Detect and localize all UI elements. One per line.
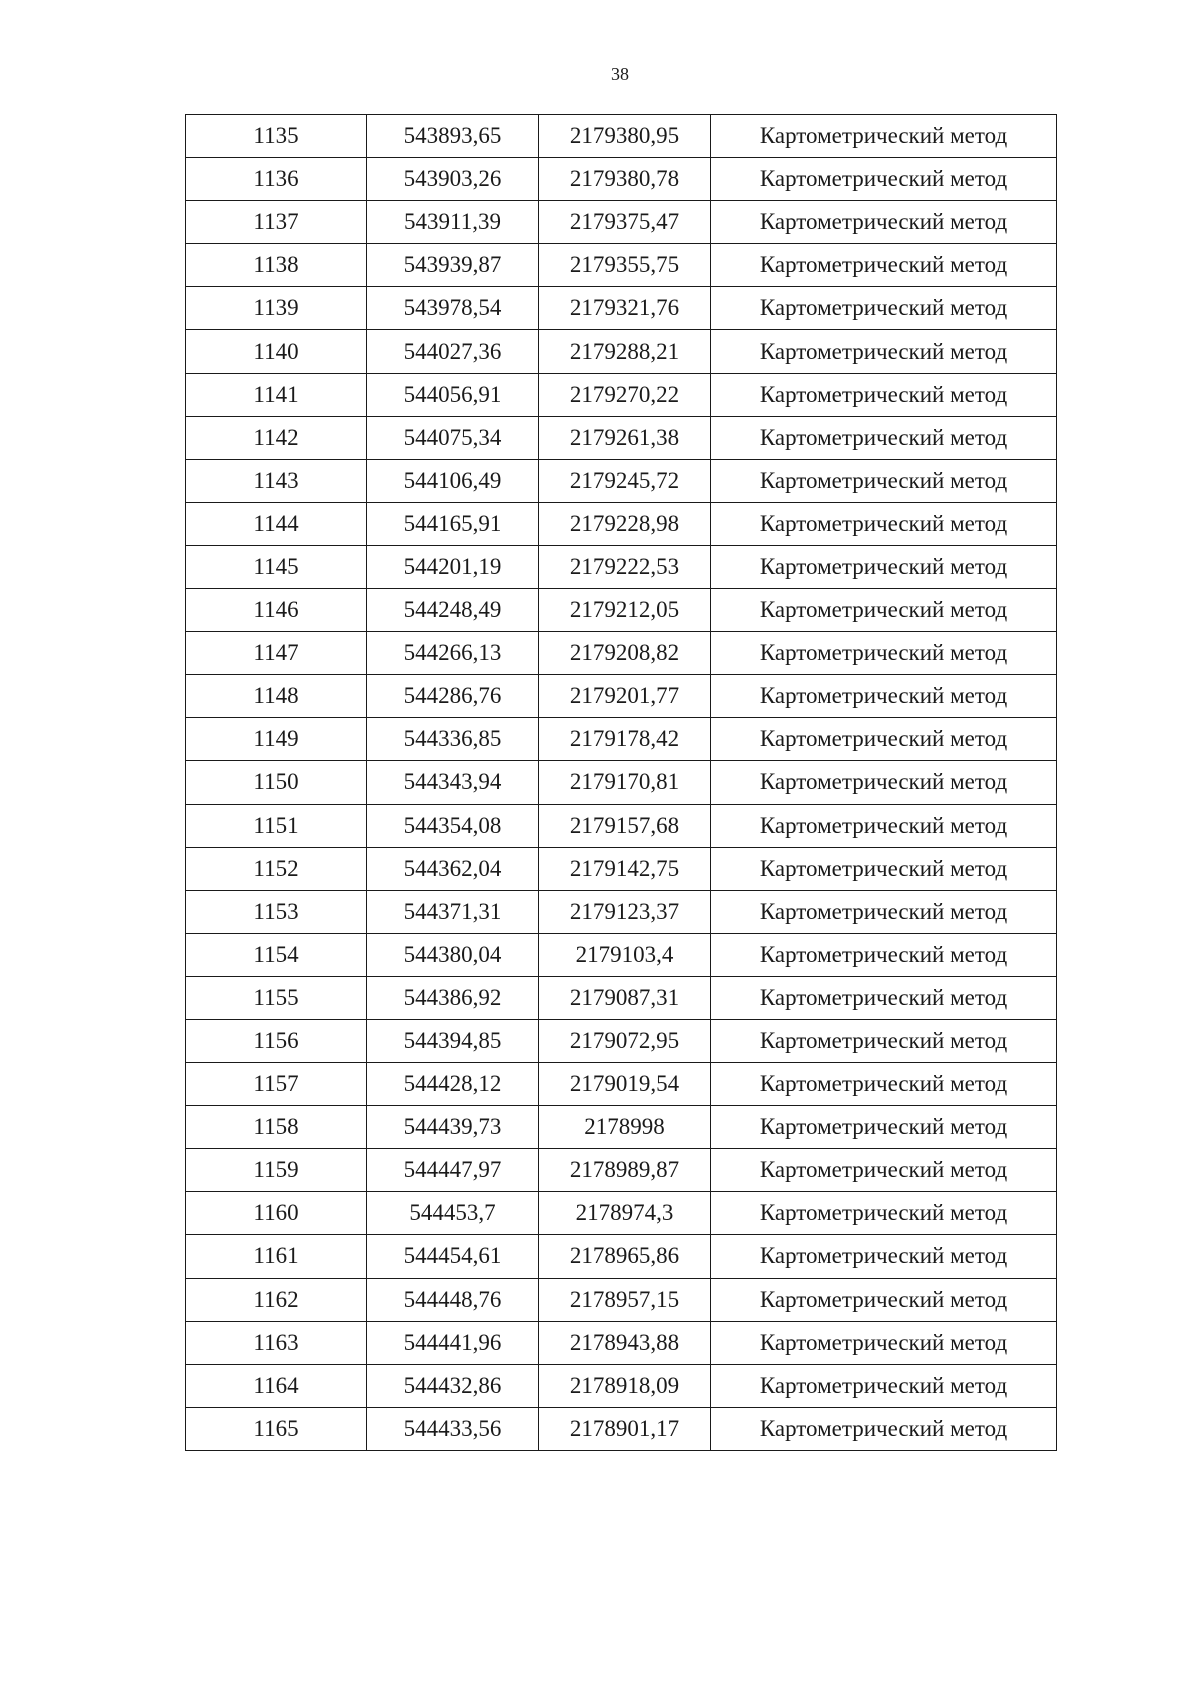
y-coordinate-cell: 2179288,21 (539, 330, 711, 373)
y-coordinate-cell: 2179321,76 (539, 287, 711, 330)
method-cell: Картометрический метод (711, 1235, 1057, 1278)
table-row (186, 675, 1057, 718)
point-number-cell: 1154 (186, 933, 367, 976)
table-row (186, 976, 1057, 1019)
table-row (186, 1278, 1057, 1321)
x-coordinate-cell: 544453,7 (367, 1192, 539, 1235)
table-row (186, 1364, 1057, 1407)
y-coordinate-cell: 2179261,38 (539, 416, 711, 459)
method-cell: Картометрический метод (711, 718, 1057, 761)
x-coordinate-cell: 544447,97 (367, 1149, 539, 1192)
method-cell: Картометрический метод (711, 675, 1057, 718)
y-coordinate-cell: 2178965,86 (539, 1235, 711, 1278)
table-row (186, 718, 1057, 761)
table-row (186, 632, 1057, 675)
table-row (186, 1149, 1057, 1192)
x-coordinate-cell: 544433,56 (367, 1407, 539, 1450)
x-coordinate-cell: 544432,86 (367, 1364, 539, 1407)
x-coordinate-cell: 543903,26 (367, 158, 539, 201)
point-number-cell: 1140 (186, 330, 367, 373)
x-coordinate-cell: 543978,54 (367, 287, 539, 330)
point-number-cell: 1142 (186, 416, 367, 459)
method-cell: Картометрический метод (711, 1063, 1057, 1106)
y-coordinate-cell: 2179170,81 (539, 761, 711, 804)
point-number-cell: 1145 (186, 545, 367, 588)
method-cell: Картометрический метод (711, 1106, 1057, 1149)
x-coordinate-cell: 544454,61 (367, 1235, 539, 1278)
x-coordinate-cell: 544343,94 (367, 761, 539, 804)
point-number-cell: 1162 (186, 1278, 367, 1321)
x-coordinate-cell: 543911,39 (367, 201, 539, 244)
point-number-cell: 1160 (186, 1192, 367, 1235)
table-row (186, 416, 1057, 459)
table-row (186, 330, 1057, 373)
x-coordinate-cell: 544362,04 (367, 847, 539, 890)
method-cell: Картометрический метод (711, 459, 1057, 502)
y-coordinate-cell: 2179201,77 (539, 675, 711, 718)
y-coordinate-cell: 2179123,37 (539, 890, 711, 933)
table-row (186, 847, 1057, 890)
table-row (186, 890, 1057, 933)
x-coordinate-cell: 544336,85 (367, 718, 539, 761)
point-number-cell: 1150 (186, 761, 367, 804)
method-cell: Картометрический метод (711, 847, 1057, 890)
y-coordinate-cell: 2179087,31 (539, 976, 711, 1019)
method-cell: Картометрический метод (711, 976, 1057, 1019)
coordinates-table-body (186, 115, 1057, 1451)
y-coordinate-cell: 2178901,17 (539, 1407, 711, 1450)
table-row (186, 459, 1057, 502)
point-number-cell: 1135 (186, 115, 367, 158)
y-coordinate-cell: 2179072,95 (539, 1019, 711, 1062)
y-coordinate-cell: 2178943,88 (539, 1321, 711, 1364)
table-row (186, 804, 1057, 847)
y-coordinate-cell: 2179019,54 (539, 1063, 711, 1106)
method-cell: Картометрический метод (711, 1192, 1057, 1235)
table-row (186, 244, 1057, 287)
y-coordinate-cell: 2179142,75 (539, 847, 711, 890)
method-cell: Картометрический метод (711, 1278, 1057, 1321)
method-cell: Картометрический метод (711, 115, 1057, 158)
point-number-cell: 1144 (186, 502, 367, 545)
point-number-cell: 1164 (186, 1364, 367, 1407)
table-row (186, 1321, 1057, 1364)
x-coordinate-cell: 544286,76 (367, 675, 539, 718)
method-cell: Картометрический метод (711, 373, 1057, 416)
x-coordinate-cell: 544448,76 (367, 1278, 539, 1321)
x-coordinate-cell: 544056,91 (367, 373, 539, 416)
method-cell: Картометрический метод (711, 804, 1057, 847)
y-coordinate-cell: 2179103,4 (539, 933, 711, 976)
point-number-cell: 1137 (186, 201, 367, 244)
x-coordinate-cell: 544106,49 (367, 459, 539, 502)
method-cell: Картометрический метод (711, 416, 1057, 459)
method-cell: Картометрический метод (711, 201, 1057, 244)
table-row (186, 502, 1057, 545)
method-cell: Картометрический метод (711, 244, 1057, 287)
table-row (186, 1019, 1057, 1062)
method-cell: Картометрический метод (711, 761, 1057, 804)
point-number-cell: 1157 (186, 1063, 367, 1106)
method-cell: Картометрический метод (711, 1407, 1057, 1450)
table-row (186, 115, 1057, 158)
y-coordinate-cell: 2179212,05 (539, 589, 711, 632)
y-coordinate-cell: 2179380,95 (539, 115, 711, 158)
point-number-cell: 1165 (186, 1407, 367, 1450)
point-number-cell: 1158 (186, 1106, 367, 1149)
x-coordinate-cell: 544441,96 (367, 1321, 539, 1364)
table-row (186, 373, 1057, 416)
point-number-cell: 1159 (186, 1149, 367, 1192)
method-cell: Картометрический метод (711, 890, 1057, 933)
table-row (186, 158, 1057, 201)
table-row (186, 761, 1057, 804)
x-coordinate-cell: 544371,31 (367, 890, 539, 933)
table-row (186, 1063, 1057, 1106)
method-cell: Картометрический метод (711, 933, 1057, 976)
method-cell: Картометрический метод (711, 589, 1057, 632)
table-row (186, 1106, 1057, 1149)
y-coordinate-cell: 2178957,15 (539, 1278, 711, 1321)
x-coordinate-cell: 544394,85 (367, 1019, 539, 1062)
x-coordinate-cell: 543939,87 (367, 244, 539, 287)
y-coordinate-cell: 2179270,22 (539, 373, 711, 416)
point-number-cell: 1141 (186, 373, 367, 416)
method-cell: Картометрический метод (711, 545, 1057, 588)
table-row (186, 545, 1057, 588)
x-coordinate-cell: 544027,36 (367, 330, 539, 373)
y-coordinate-cell: 2179157,68 (539, 804, 711, 847)
table-row (186, 1407, 1057, 1450)
point-number-cell: 1149 (186, 718, 367, 761)
x-coordinate-cell: 544266,13 (367, 632, 539, 675)
table-row (186, 933, 1057, 976)
point-number-cell: 1161 (186, 1235, 367, 1278)
y-coordinate-cell: 2179228,98 (539, 502, 711, 545)
point-number-cell: 1139 (186, 287, 367, 330)
method-cell: Картометрический метод (711, 1149, 1057, 1192)
table-row (186, 1235, 1057, 1278)
y-coordinate-cell: 2179245,72 (539, 459, 711, 502)
method-cell: Картометрический метод (711, 1019, 1057, 1062)
x-coordinate-cell: 544380,04 (367, 933, 539, 976)
y-coordinate-cell: 2179208,82 (539, 632, 711, 675)
x-coordinate-cell: 544201,19 (367, 545, 539, 588)
point-number-cell: 1156 (186, 1019, 367, 1062)
point-number-cell: 1155 (186, 976, 367, 1019)
x-coordinate-cell: 544428,12 (367, 1063, 539, 1106)
y-coordinate-cell: 2179178,42 (539, 718, 711, 761)
table-row (186, 287, 1057, 330)
table-row (186, 201, 1057, 244)
y-coordinate-cell: 2179380,78 (539, 158, 711, 201)
point-number-cell: 1152 (186, 847, 367, 890)
y-coordinate-cell: 2178989,87 (539, 1149, 711, 1192)
page-number: 38 (611, 64, 629, 84)
point-number-cell: 1147 (186, 632, 367, 675)
method-cell: Картометрический метод (711, 330, 1057, 373)
x-coordinate-cell: 544354,08 (367, 804, 539, 847)
x-coordinate-cell: 544075,34 (367, 416, 539, 459)
point-number-cell: 1136 (186, 158, 367, 201)
method-cell: Картометрический метод (711, 158, 1057, 201)
point-number-cell: 1148 (186, 675, 367, 718)
y-coordinate-cell: 2179355,75 (539, 244, 711, 287)
method-cell: Картометрический метод (711, 632, 1057, 675)
x-coordinate-cell: 544439,73 (367, 1106, 539, 1149)
point-number-cell: 1153 (186, 890, 367, 933)
point-number-cell: 1146 (186, 589, 367, 632)
method-cell: Картометрический метод (711, 287, 1057, 330)
point-number-cell: 1151 (186, 804, 367, 847)
point-number-cell: 1143 (186, 459, 367, 502)
x-coordinate-cell: 543893,65 (367, 115, 539, 158)
x-coordinate-cell: 544165,91 (367, 502, 539, 545)
table-row (186, 589, 1057, 632)
method-cell: Картометрический метод (711, 1321, 1057, 1364)
y-coordinate-cell: 2179375,47 (539, 201, 711, 244)
y-coordinate-cell: 2178918,09 (539, 1364, 711, 1407)
point-number-cell: 1138 (186, 244, 367, 287)
y-coordinate-cell: 2178998 (539, 1106, 711, 1149)
coordinates-table (185, 114, 1057, 1451)
x-coordinate-cell: 544248,49 (367, 589, 539, 632)
table-row (186, 1192, 1057, 1235)
method-cell: Картометрический метод (711, 1364, 1057, 1407)
y-coordinate-cell: 2178974,3 (539, 1192, 711, 1235)
point-number-cell: 1163 (186, 1321, 367, 1364)
x-coordinate-cell: 544386,92 (367, 976, 539, 1019)
method-cell: Картометрический метод (711, 502, 1057, 545)
y-coordinate-cell: 2179222,53 (539, 545, 711, 588)
